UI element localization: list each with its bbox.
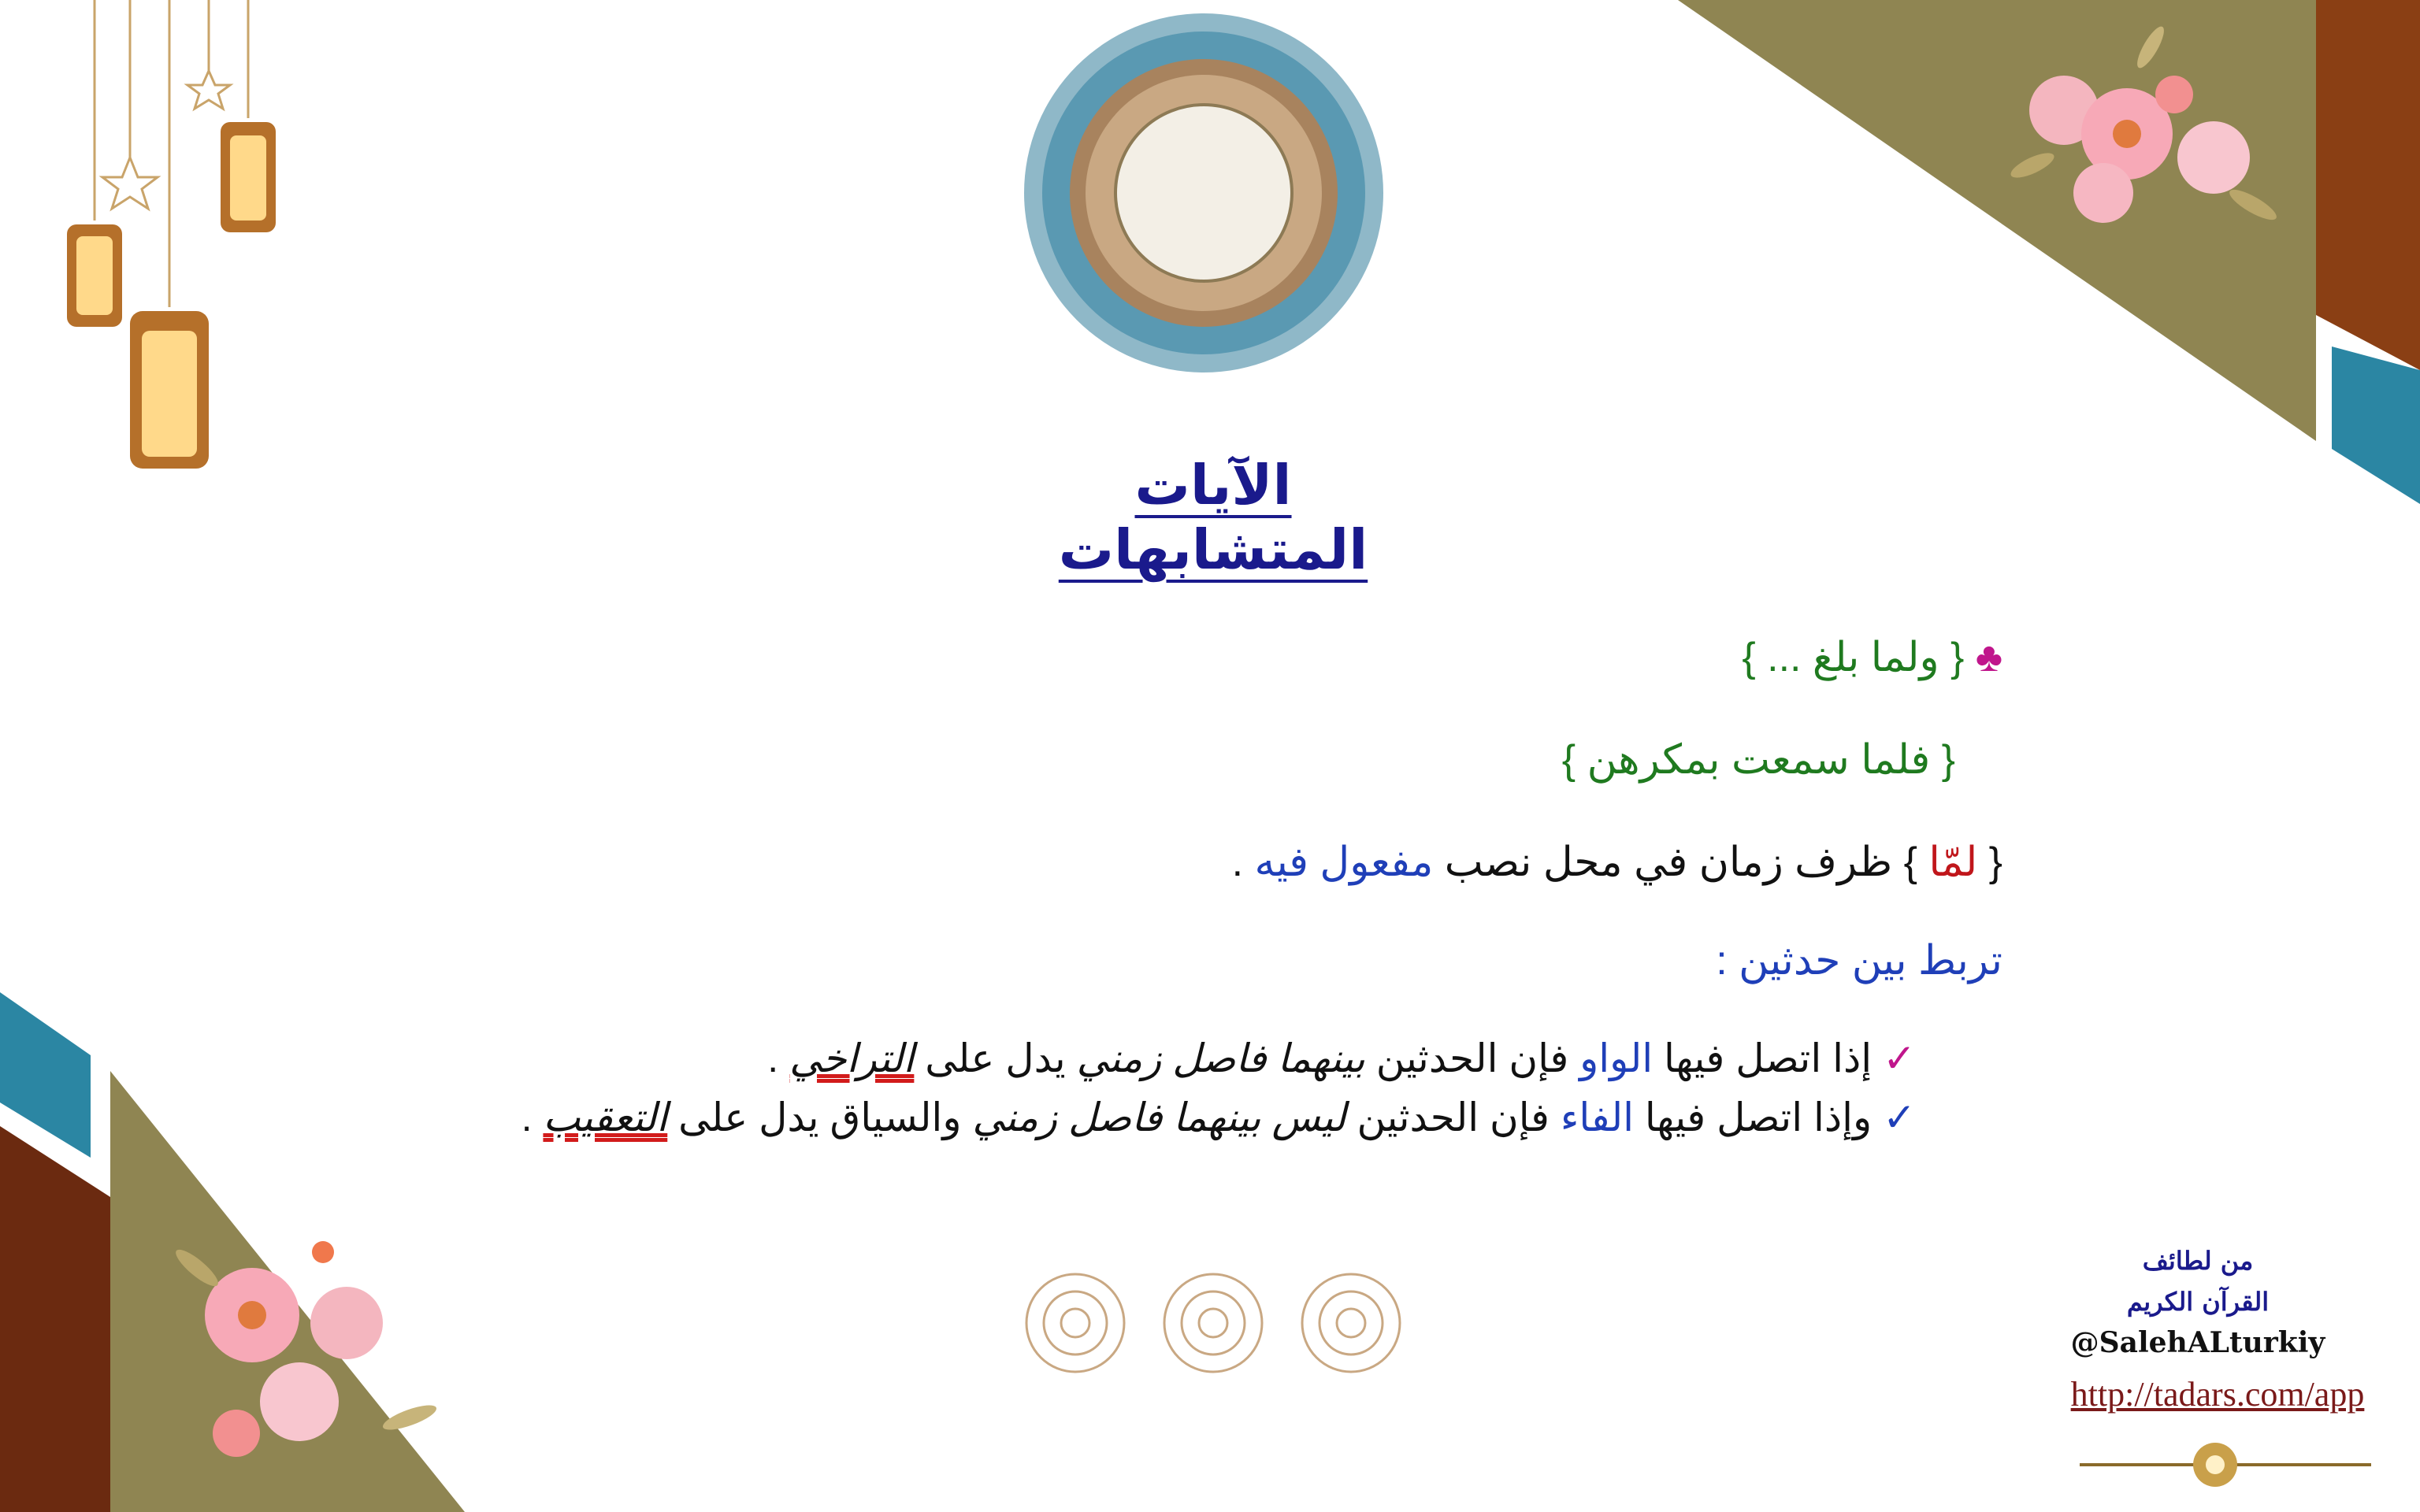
connects-two-events-line: تربط بين حدثين :	[1716, 938, 2002, 984]
maful-fihi: مفعول فيه	[1254, 839, 1434, 885]
bottom-left-teal-band	[0, 992, 91, 1158]
lantern-shapes	[67, 71, 276, 469]
verse-one-text: { ولما بلغ ... }	[1742, 635, 1965, 680]
rule1-part1: إذا اتصل فيها	[1664, 1036, 1873, 1080]
rule-waw-line	[767, 1036, 1916, 1081]
lamma-word: لمّا	[1928, 839, 1978, 885]
credit-handle: @SalehALturkiy	[2070, 1326, 2325, 1359]
lamma-end: .	[1231, 839, 1244, 885]
rule2-end: .	[521, 1095, 533, 1140]
quran-medallion-emblem	[1024, 13, 1383, 372]
rule2-fa: الفاء	[1560, 1095, 1634, 1140]
rule2-emphasis: ليس بينهما فاصل زمني	[972, 1095, 1346, 1140]
rule1-emphasis: بينهما فاصل زمني	[1076, 1036, 1365, 1080]
verse-line-one	[1742, 634, 2002, 681]
bottom-ornaments	[1026, 1274, 1400, 1372]
rule1-end: .	[767, 1036, 779, 1080]
credit-line1: من لطائف	[2142, 1246, 2254, 1276]
check-icon: ✓	[1883, 1095, 1916, 1140]
rule1-waw: الواو	[1579, 1036, 1654, 1080]
lamma-rest: } ظرف زمان في محل نصب	[1444, 839, 1917, 885]
rule1-tarakhi: التراخي	[789, 1036, 915, 1080]
rule2-part1: وإذا اتصل فيها	[1644, 1095, 1873, 1140]
verse-two-text: { فلما سمعت بمكرهن }	[1561, 737, 1955, 783]
tadars-link[interactable]: http://tadars.com/app	[2070, 1375, 2365, 1414]
credit-block	[2048, 1240, 2348, 1363]
top-right-teal-band	[2332, 346, 2420, 504]
credit-divider-ornament	[2080, 1443, 2371, 1487]
rule2-part5: والسياق يدل على	[678, 1095, 962, 1140]
brace-open: {	[1988, 839, 2002, 885]
lamma-definition-line	[1232, 839, 2002, 886]
rule2-taqib: التعقيب	[543, 1095, 668, 1140]
rule1-part5: يدل على	[925, 1036, 1066, 1080]
rule-fa-line	[521, 1095, 1916, 1140]
rule2-part3: فإن الحدثين	[1357, 1095, 1550, 1140]
check-icon: ✓	[1883, 1036, 1916, 1080]
page-title: الآيات المتشابهات	[1058, 453, 1368, 582]
top-right-olive-band	[1678, 0, 2316, 441]
credit-line2: القرآن الكريم	[2126, 1287, 2270, 1317]
top-right-brown-band	[2316, 0, 2420, 370]
club-bullet-icon: ♣	[1975, 635, 2002, 680]
bottom-left-brown-band	[0, 1126, 110, 1512]
rule1-part3: فإن الحدثين	[1375, 1036, 1569, 1080]
